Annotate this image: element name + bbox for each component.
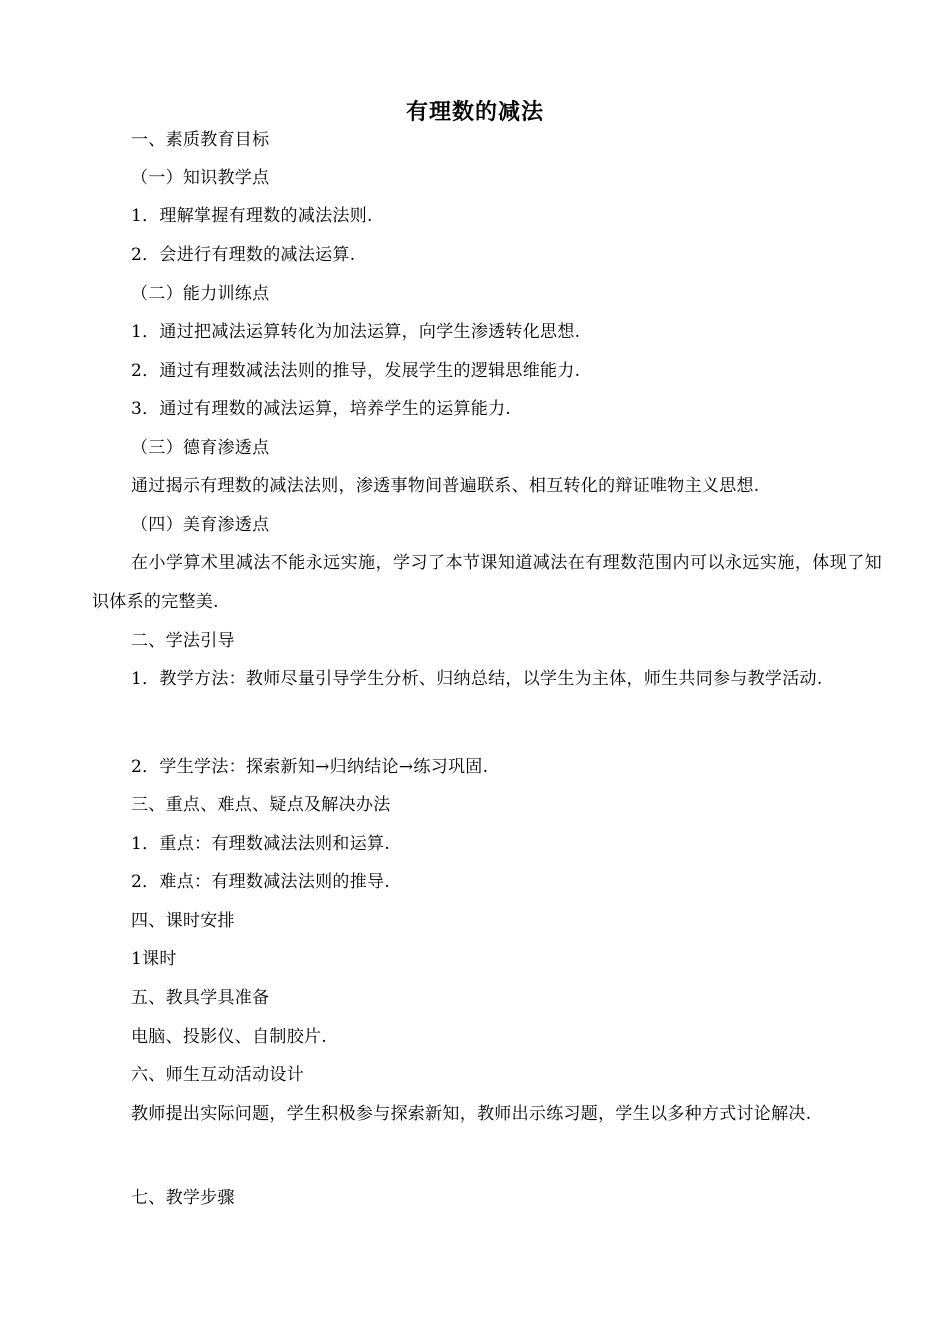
list-item: 1．重点：有理数减法法则和运算. (131, 834, 391, 854)
section-heading-objectives: 一、素质教育目标 (131, 130, 270, 150)
section-heading-method: 二、学法引导 (131, 631, 235, 651)
subheading-aesthetic: （四）美育渗透点 (131, 515, 270, 535)
section-heading-keypoints: 三、重点、难点、疑点及解决办法 (131, 795, 391, 815)
paragraph: 1．教学方法：教师尽量引导学生分析、归纳总结，以学生为主体，师生共同参与教学活动. (131, 669, 823, 689)
list-item: 1．理解掌握有理数的减法法则. (131, 206, 373, 226)
paragraph: 在小学算术里减法不能永远实施，学习了本节课知道减法在有理数范围内可以永远实施，体现了知识体系的完整美. (92, 553, 882, 612)
list-item: 2．学生学法：探索新知→归纳结论→练习巩固. (131, 757, 489, 777)
subheading-moral: （三）德育渗透点 (131, 438, 270, 458)
paragraph: 电脑、投影仪、自制胶片. (131, 1027, 328, 1047)
section-heading-steps: 七、教学步骤 (131, 1188, 235, 1208)
list-item: 3．通过有理数的减法运算，培养学生的运算能力. (131, 399, 512, 419)
section-heading-activities: 六、师生互动活动设计 (131, 1065, 304, 1085)
list-item: 2．通过有理数减法法则的推导，发展学生的逻辑思维能力. (131, 361, 581, 381)
subheading-ability: （二）能力训练点 (131, 284, 270, 304)
list-item: 1．通过把减法运算转化为加法运算，向学生渗透转化思想. (131, 322, 581, 342)
section-heading-schedule: 四、课时安排 (131, 911, 235, 931)
paragraph: 1课时 (131, 949, 177, 969)
section-heading-materials: 五、教具学具准备 (131, 988, 270, 1008)
list-item: 2．会进行有理数的减法运算. (131, 245, 356, 265)
list-item: 2．难点：有理数减法法则的推导. (131, 872, 391, 892)
paragraph: 教师提出实际问题，学生积极参与探索新知，教师出示练习题，学生以多种方式讨论解决. (131, 1104, 812, 1124)
document-title: 有理数的减法 (405, 100, 544, 125)
subheading-knowledge: （一）知识教学点 (131, 168, 270, 188)
paragraph: 通过揭示有理数的减法法则，渗透事物间普遍联系、相互转化的辩证唯物主义思想. (131, 476, 760, 496)
